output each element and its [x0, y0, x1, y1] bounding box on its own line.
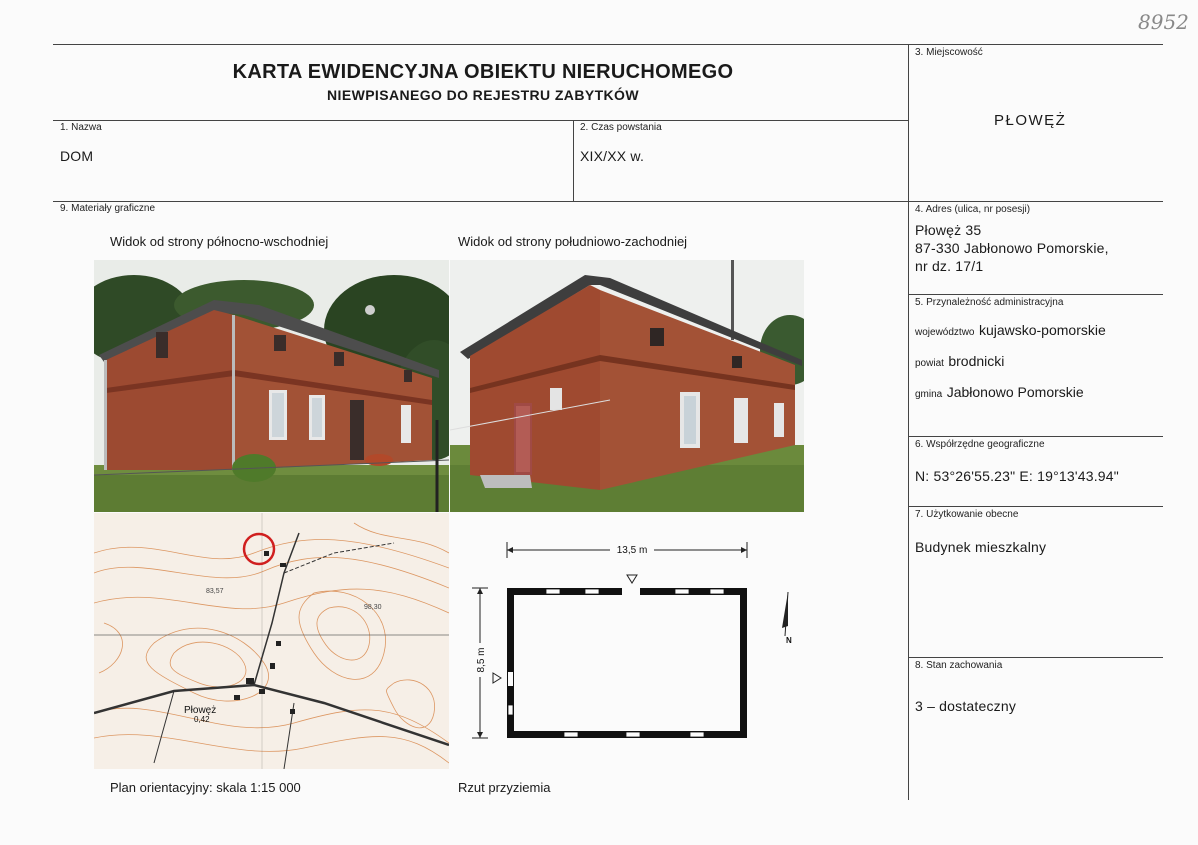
address-divider	[908, 294, 1163, 295]
field-usage-label: 7. Użytkowanie obecne	[915, 509, 1019, 520]
field-name-value: DOM	[60, 148, 94, 164]
usage-divider	[908, 657, 1163, 658]
field-locality-label: 3. Miejscowość	[915, 47, 983, 58]
voivodeship-prefix: województwo	[915, 327, 975, 338]
title-divider	[53, 120, 908, 121]
photo-northeast-view	[94, 260, 449, 512]
field-address-label: 4. Adres (ulica, nr posesji)	[915, 204, 1031, 215]
voivodeship-value: kujawsko-pomorskie	[978, 322, 1106, 338]
floor-plan-width-label: 13,5 m	[616, 545, 648, 556]
field-date-label: 2. Czas powstania	[580, 122, 662, 133]
county-prefix: powiat	[915, 358, 944, 369]
field-condition-value: 3 – dostateczny	[915, 698, 1017, 714]
commune-prefix: gmina	[915, 389, 943, 400]
map-elev-label-2: 98,30	[364, 604, 382, 611]
county-value: brodnicki	[948, 353, 1005, 369]
map-town-label: Płowęż	[184, 705, 217, 716]
field-usage-value: Budynek mieszkalny	[915, 539, 1047, 555]
admin-voivodeship	[915, 322, 1106, 340]
field-admin-label: 5. Przynależność administracyjna	[915, 297, 1064, 308]
field-coords-label: 6. Współrzędne geograficzne	[915, 439, 1045, 450]
floor-plan-drawing	[460, 530, 800, 760]
orientation-map	[94, 513, 449, 769]
floor-plan-depth-label: 8,5 m	[476, 647, 487, 673]
field-name-label: 1. Nazwa	[60, 122, 102, 133]
document-subtitle: NIEWPISANEGO DO REJESTRU ZABYTKÓW	[327, 87, 639, 103]
admin-commune	[915, 384, 1084, 402]
name-date-divider	[573, 120, 574, 202]
materials-divider	[53, 201, 1163, 202]
caption-photo-northeast: Widok od strony północno-wschodniej	[110, 234, 329, 249]
admin-county	[915, 353, 1004, 371]
address-line-3: nr dz. 17/1	[915, 258, 984, 274]
north-arrow-label: N	[786, 636, 792, 645]
field-date-value: XIX/XX w.	[580, 148, 645, 164]
document-title: KARTA EWIDENCYJNA OBIEKTU NIERUCHOMEGO	[232, 61, 734, 83]
caption-floor-plan: Rzut przyziemia	[458, 780, 551, 795]
field-coords-value: N: 53°26'55.23" E: 19°13'43.94"	[915, 468, 1119, 484]
right-column-divider	[908, 44, 909, 800]
admin-divider	[908, 436, 1163, 437]
map-elev-label-1: 83,57	[206, 588, 224, 595]
coords-divider	[908, 506, 1163, 507]
map-alt-label: 0,42	[194, 715, 210, 724]
caption-map: Plan orientacyjny: skala 1:15 000	[110, 780, 301, 795]
address-line-2: 87-330 Jabłonowo Pomorskie,	[915, 240, 1109, 256]
address-line-1: Płowęż 35	[915, 222, 982, 238]
field-condition-label: 8. Stan zachowania	[915, 660, 1003, 671]
handwritten-document-number: 8952	[1138, 10, 1189, 34]
photo-southwest-view	[450, 260, 804, 512]
field-locality-value: PŁOWĘŻ	[994, 112, 1067, 129]
commune-value: Jabłonowo Pomorskie	[946, 384, 1084, 400]
field-materials-label: 9. Materiały graficzne	[60, 203, 156, 214]
caption-photo-southwest: Widok od strony południowo-zachodniej	[458, 234, 688, 249]
top-border	[53, 44, 1163, 45]
